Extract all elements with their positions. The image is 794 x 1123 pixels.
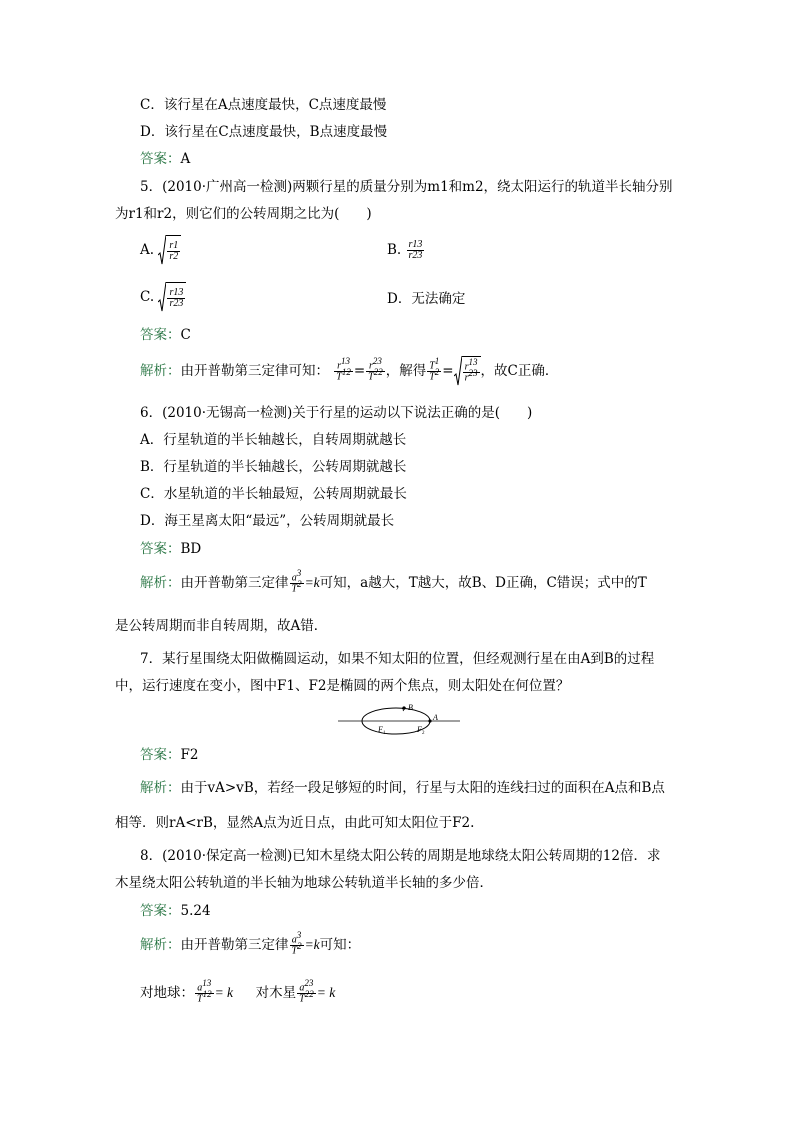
analysis-label: 解析： [140,780,181,796]
answer-value: F2 [180,747,199,763]
option-label: A. [140,242,155,258]
q8-analysis: 解析：由开普勒第三定律 $\frac{a^3}{T^2}$ =k可知： [140,929,361,957]
fraction-denominator: r23 [408,250,423,261]
option-label: B. [387,242,402,258]
q6-option-c: C．水星轨道的半长轴最短，公转周期就最长 [140,486,407,502]
q6-option-b: B．行星轨道的半长轴越长，公转周期就越长 [140,459,407,475]
q5-answer [140,326,191,344]
sqrt-expression [158,235,181,266]
fraction-r2-t2: $\frac{r^{23}}{T^{22}}$ [368,355,383,383]
fraction-a2-t2: $\frac{a^{23}}{T^{22}}$ [299,977,314,1005]
q8-answer [140,902,211,920]
answer-value: C [180,327,191,343]
fraction-a3-t2: $\frac{a^3}{T^2}$ [291,567,302,595]
answer-label: 答案： [140,541,181,557]
q6-analysis-line2: 是公转周期而非自转周期，故A错． [115,618,328,634]
analysis-text: 由开普勒第三定律可知： [180,363,329,379]
fraction-denominator: r23 [169,298,184,309]
q5-stem-line1: 5．(2010·广州高一检测)两颗行星的质量分别为m1和m2，绕太阳运行的轨道半长轴分别 [140,179,673,195]
label-f1: F [378,725,383,734]
analysis-text: 可知： [319,937,361,953]
fraction-numerator: r1 [169,240,179,251]
q4-option-c: C．该行星在A点速度最快，C点速度最慢 [140,97,387,113]
q5-analysis: 解析：由开普勒第三定律可知： $\frac{r^{13}}{T^{12}}$ = $\frac{r^{23}}{T^{22}}$ ，解得 $\frac{T^1}{T^2}$ = $\frac{r^{13}}{r^{23}}$ ，故C正确． [140,356,558,387]
q7-analysis-line1 [140,779,665,797]
q6-option-a: A．行星轨道的半长轴越长，自转周期就越长 [140,432,407,448]
q7-answer [140,746,198,764]
fraction-numerator: r13 [169,287,184,298]
fraction-denominator: r2 [169,251,179,262]
answer-value: 5.24 [180,903,211,919]
earth-label: 对地球： [140,985,194,1001]
q5-stem-line2: 为r1和r2，则它们的公转周期之比为( ) [115,206,372,222]
svg-text:2: 2 [422,731,425,736]
answer-label: 答案： [140,903,181,919]
equals-k: = k [316,985,336,1000]
q4-option-d: D．该行星在C点速度最快，B点速度最慢 [140,124,388,140]
q5-option-a [140,235,181,266]
jupiter-label: 对木星 [255,985,297,1001]
analysis-label: 解析： [140,575,181,591]
q5-option-c [140,282,186,313]
analysis-text: ，故C正确． [480,363,559,379]
label-a: A [433,713,438,722]
q6-answer [140,540,201,558]
fraction-numerator: r13 [408,239,423,250]
answer-label: 答案： [140,151,181,167]
fraction-t1-t2: $\frac{T^1}{T^2}$ [429,355,440,383]
q7-stem-line1: 7．某行星围绕太阳做椭圆运动，如果不知太阳的位置，但经观测行星在由A到B的过程 [140,651,655,667]
fraction-r1-t1: $\frac{r^{13}}{T^{12}}$ [336,355,351,383]
analysis-text: 可知，a越大，T越大，故B、D正确，C错误；式中的T [319,575,647,591]
analysis-text: 由开普勒第三定律 [180,937,289,953]
q6-analysis-line1: 解析：由开普勒第三定律 $\frac{a^3}{T^2}$ =k可知，a越大，T越大，故B、D正确，C错误；式中的T [140,567,647,595]
fraction-a3-t2: $\frac{a^3}{T^2}$ [291,929,302,957]
answer-value: BD [180,541,202,557]
q5-option-b [387,235,425,265]
q6-stem: 6．(2010·无锡高一检测)关于行星的运动以下说法正确的是( ) [140,405,533,421]
q8-stem-line1: 8．(2010·保定高一检测)已知木星绕太阳公转的周期是地球绕太阳公转周期的12倍．求 [140,848,661,864]
point-a-dot [428,719,431,722]
sqrt-expression: $\frac{r^{13}}{r^{23}}$ [454,356,481,387]
fraction-a1-t1: $\frac{a^{13}}{T^{12}}$ [197,977,212,1005]
q7-analysis-line2: 相等．则rA<rB，显然A点为近日点，由此可知太阳位于F2. [115,815,475,831]
q6-option-d: D．海王星离太阳“最远”，公转周期就最长 [140,513,395,529]
analysis-text: 由开普勒第三定律 [180,575,289,591]
q5-option-d: D．无法确定 [387,291,466,307]
sqrt-expression [158,282,186,313]
q8-stem-line2: 木星绕太阳公转轨道的半长轴为地球公转轨道半长轴的多少倍． [115,875,493,891]
answer-value: A [180,151,191,167]
ellipse-orbit-diagram [338,702,460,740]
answer-label: 答案： [140,327,181,343]
q4-answer [140,150,190,168]
analysis-label: 解析： [140,363,181,379]
q8-equations [140,976,335,1010]
analysis-text: 由于vA>vB，若经一段足够短的时间，行星与太阳的连线扫过的面积在A点和B点 [180,780,665,796]
q7-stem-line2: 中，运行速度在变小，图中F1、F2是椭圆的两个焦点，则太阳处在何位置？ [115,678,570,694]
option-label: C. [140,289,155,305]
answer-label: 答案： [140,747,181,763]
analysis-text: ，解得 [385,363,427,379]
svg-text:1: 1 [383,731,386,736]
label-b: B [408,703,413,712]
label-f2: F [417,725,422,734]
equals-k: = k [214,985,234,1000]
analysis-label: 解析： [140,937,181,953]
